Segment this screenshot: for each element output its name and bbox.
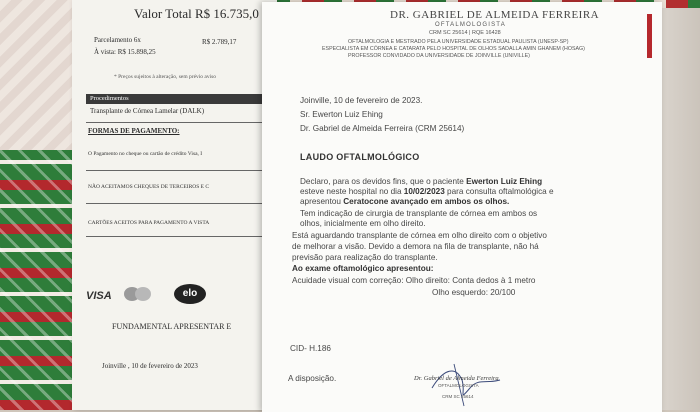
price-note: * Preços sujeitos à alteração, sem prévio aviso <box>114 74 217 80</box>
visit-date: 10/02/2023 <box>403 187 445 196</box>
right-background <box>656 0 700 410</box>
report-line-4: Tem indicação de cirurgia de transplante de córnea em ambos os <box>300 209 538 218</box>
procedures-header <box>86 94 276 104</box>
divider <box>86 236 276 237</box>
payment-method-line-3: CARTÕES ACEITOS PARA PAGAMENTO A VISTA <box>88 220 210 226</box>
credential-line-2: ESPECIALISTA EM CÓRNEA E CATARATA PELO HOSPITAL DE OLHOS SADALLA AMIN GHANEM (HOSAG) <box>322 46 585 52</box>
signature-specialty: OFTALMOLOGISTA <box>438 383 479 388</box>
report-line-8: previsão para realização do transplante. <box>292 253 438 262</box>
total-value: Valor Total R$ 16.735,0 <box>134 6 259 21</box>
recipient-line-1: Sr. Ewerton Luiz Ehing <box>300 110 383 119</box>
exam-title: Ao exame oftamológico apresentou: <box>292 264 434 273</box>
procedure-item: Transplante de Córnea Lamelar (DALK) <box>90 107 205 115</box>
doctor-crm: CRM SC 25614 | RQE 16428 <box>429 30 501 36</box>
report-line-7: de melhorar a visão. Devido a demora na fila de transplante, não há <box>292 242 539 251</box>
report-line-3: apresentou Ceratocone avançado em ambos os olhos. <box>300 197 510 206</box>
exam-line-1: Acuidade visual com correção: Olho direito: Conta dedos à 1 metro <box>292 276 536 285</box>
elo-logo: elo <box>174 284 206 304</box>
credential-line-1: OFTALMOLOGIA E MESTRADO PELA UNIVERSIDADE ESTADUAL PAULISTA (UNESP-SP) <box>348 39 569 45</box>
installments-value: R$ 2.789,17 <box>202 38 237 46</box>
exam-line-2: Olho esquerdo: 20/100 <box>432 288 516 297</box>
ophthalmology-report-sheet <box>262 2 662 412</box>
report-line-2: esteve neste hospital no dia 10/02/2023 para consulta oftalmológica e <box>300 187 554 196</box>
cid-code: CID- H.186 <box>290 344 331 353</box>
report-line-6: Está aguardando transplante de córnea em olho direito com o objetivo <box>292 231 547 240</box>
installments-label: Parcelamento 6x <box>94 36 141 44</box>
fundamental-note: FUNDAMENTAL APRESENTAR E <box>112 322 232 331</box>
signature-name: Dr. Gabriel de Almeida Ferreira <box>414 375 499 382</box>
patient-name: Ewerton Luiz Ehing <box>466 177 543 186</box>
cash-price: À vista: R$ 15.898,25 <box>94 48 156 56</box>
report-line-1: Declaro, para os devidos fins, que o paciente Ewerton Luiz Ehing <box>300 177 543 186</box>
signature-crm: CRM SC 25614 <box>442 394 474 399</box>
divider <box>86 203 276 204</box>
disposal-note: A disposição. <box>288 374 337 383</box>
payment-receipt-sheet <box>72 0 277 410</box>
divider <box>86 170 276 171</box>
report-heading: LAUDO OFTALMOLÓGICO <box>300 152 420 162</box>
mastercard-logo <box>118 287 160 301</box>
report-date: Joinville, 10 de fevereiro de 2023. <box>300 96 423 105</box>
divider <box>86 122 276 123</box>
payment-method-line-1: O Pagamento no cheque ou cartão de crédito Visa, I <box>88 151 203 157</box>
payment-methods-title: FORMAS DE PAGAMENTO: <box>88 127 180 135</box>
doctor-specialty: OFTALMOLOGISTA <box>435 22 506 28</box>
doctor-name: DR. GABRIEL DE ALMEIDA FERREIRA <box>390 9 600 21</box>
recipient-line-2: Dr. Gabriel de Almeida Ferreira (CRM 25614) <box>300 124 465 133</box>
red-tab-marker <box>647 14 652 58</box>
visa-logo: VISA <box>86 290 112 302</box>
pale-background-corner <box>0 0 80 150</box>
receipt-date: Joinville , 10 de fevereiro de 2023 <box>102 362 198 370</box>
payment-method-line-2: NÃO ACEITAMOS CHEQUES DE TERCEIROS E C <box>88 184 210 190</box>
report-line-5: olhos, inicialmente em olho direito. <box>300 219 426 228</box>
diagnosis: Ceratocone avançado em ambos os olhos. <box>343 197 510 206</box>
procedures-header-label: Procedimentos <box>90 95 129 102</box>
credential-line-3: PROFESSOR CONVIDADO DA UNIVERSIDADE DE JOINVILLE (UNIVILLE) <box>348 53 530 59</box>
